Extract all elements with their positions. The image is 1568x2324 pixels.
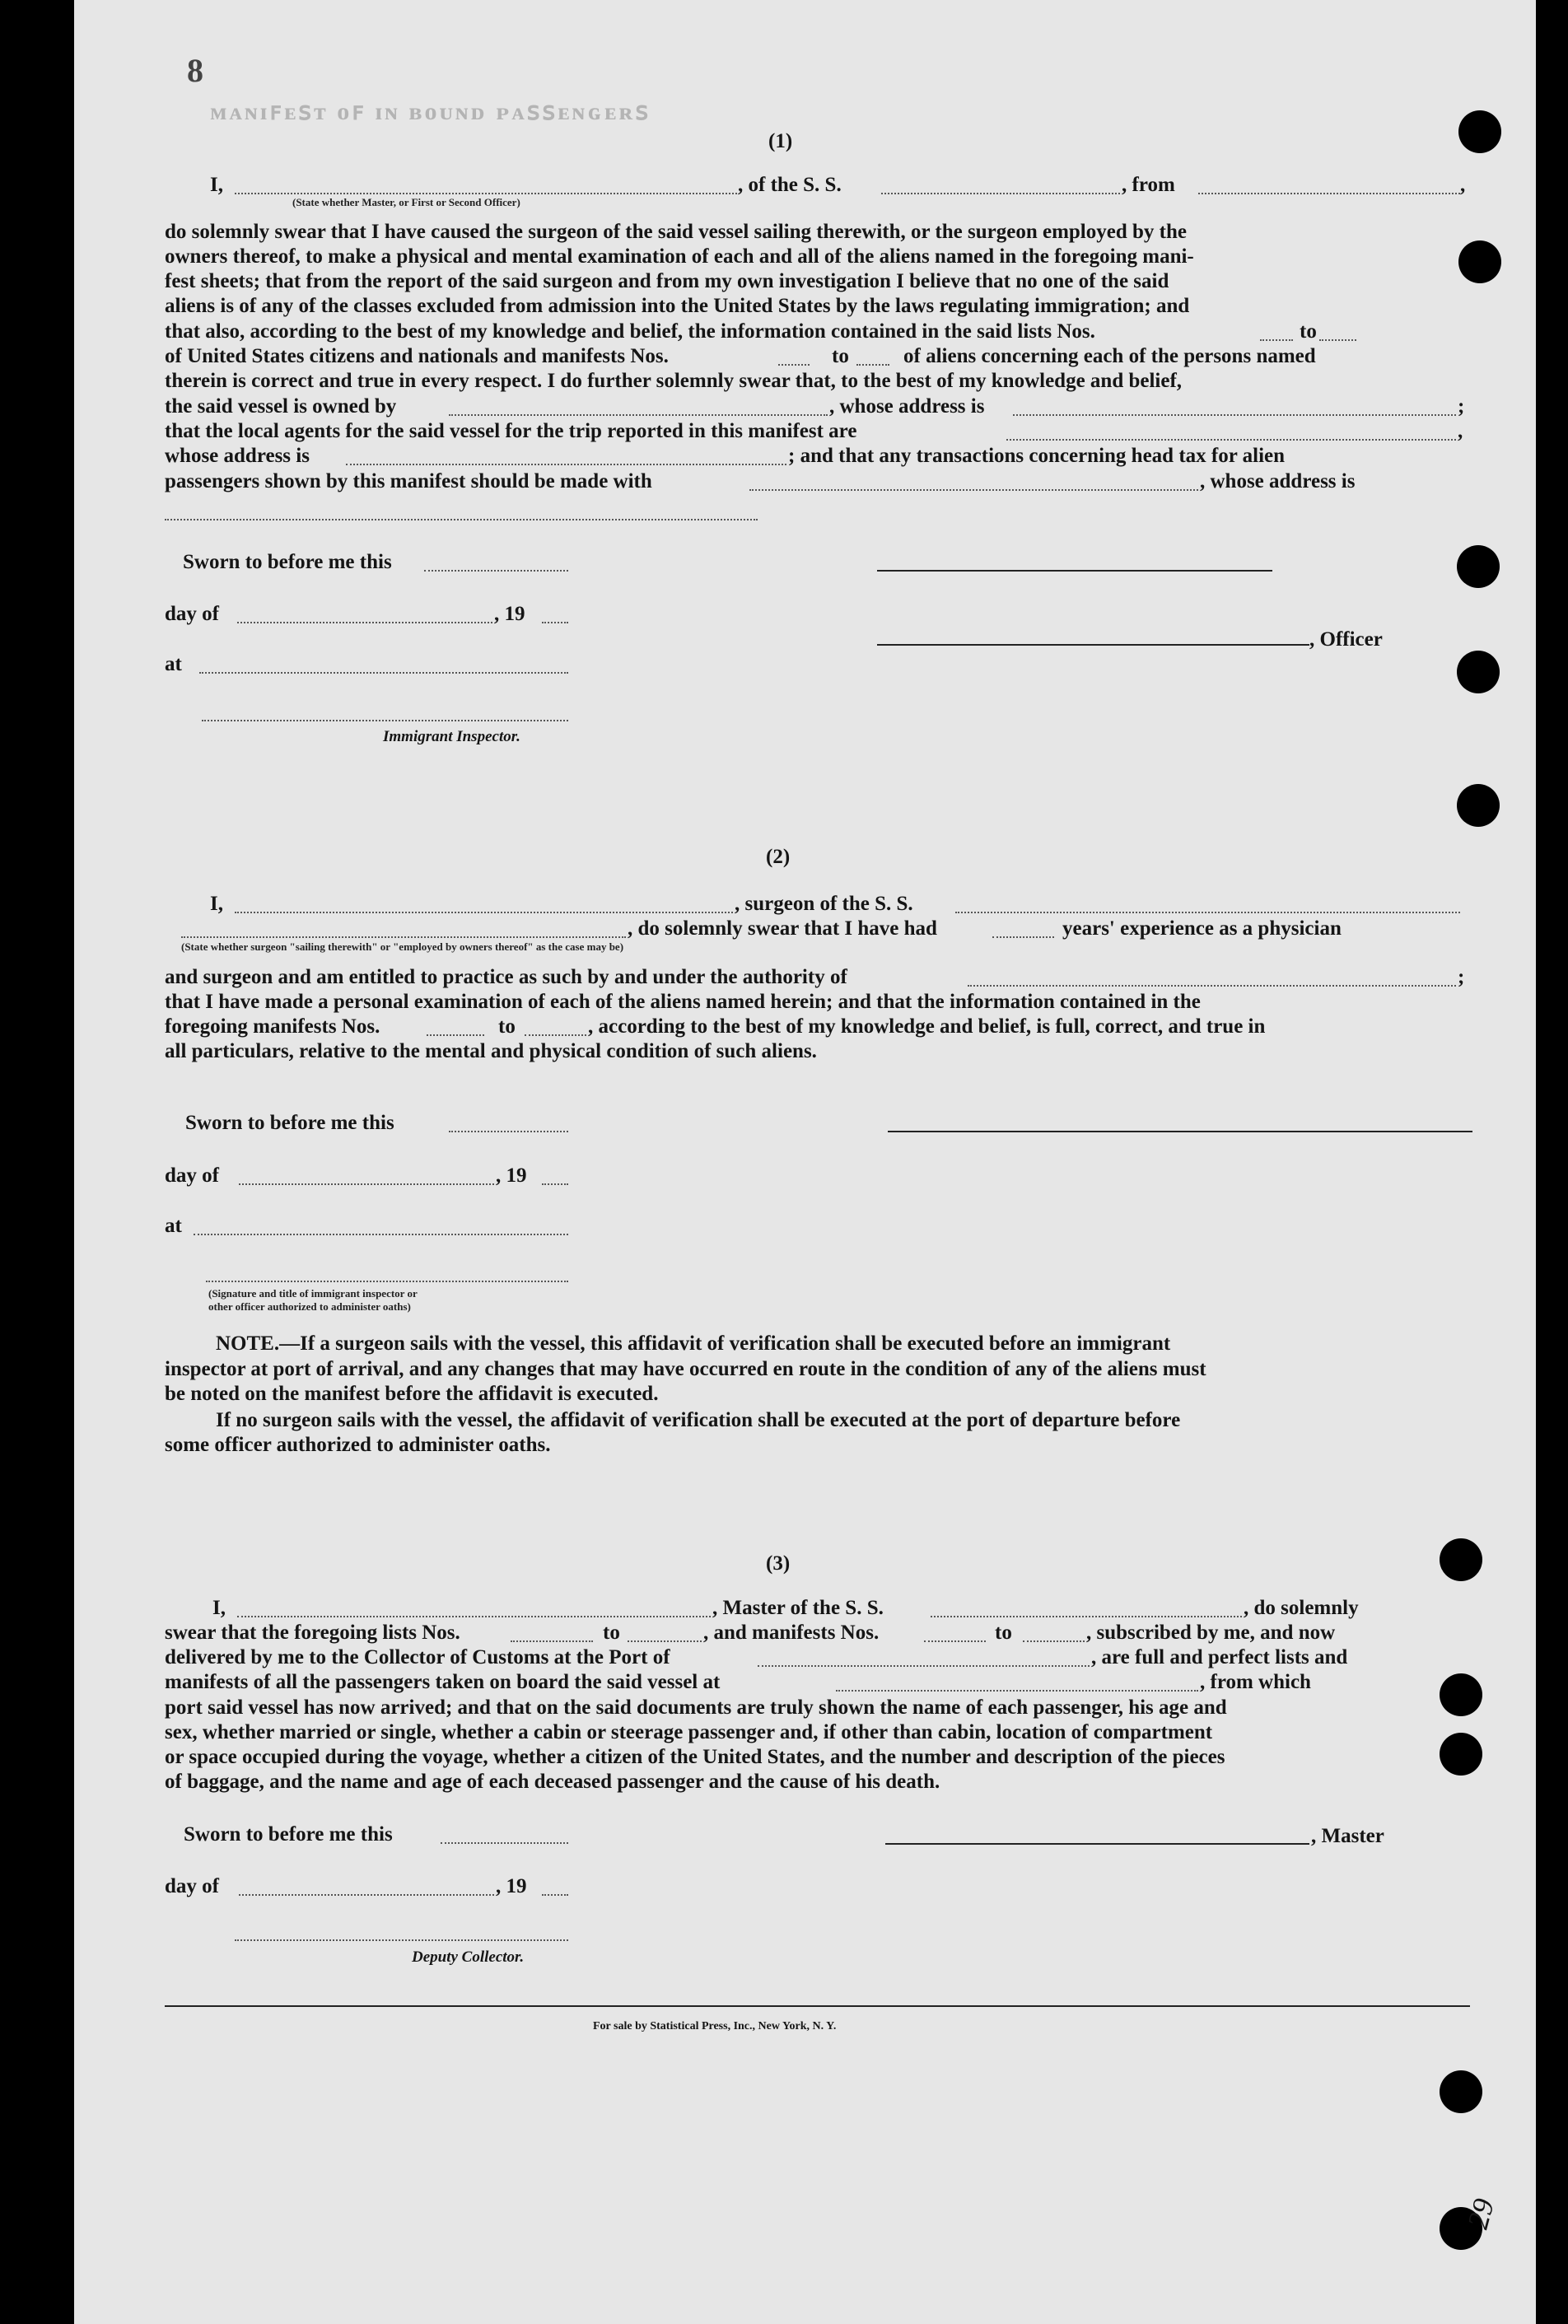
footer-rule: [165, 2005, 1470, 2007]
sec2-vessel-field[interactable]: [955, 912, 1460, 913]
page-mark: 29: [1461, 2195, 1500, 2233]
sec2-line-1-end: ;: [1458, 966, 1465, 988]
sec1-of-ss: , of the S. S.: [738, 174, 842, 196]
sec3-vessel-field[interactable]: [931, 1616, 1242, 1617]
sec3-i: I,: [212, 1597, 226, 1619]
sec2-i: I,: [210, 893, 223, 915]
sec1-of-aliens: of aliens concerning each of the persons named: [903, 345, 1316, 367]
sec2-inspector-line[interactable]: [206, 1281, 568, 1282]
note-line-4: If no surgeon sails with the vessel, the affidavit of verification shall be executed at the port of departure before: [216, 1409, 1181, 1431]
inspector-signature-line[interactable]: [202, 720, 568, 721]
sec3-nineteen: , 19: [496, 1875, 527, 1897]
sec1-line-3: fest sheets; that from the report of the said surgeon and from my own investigation I believe that no one of the said: [165, 270, 1169, 292]
sec1-day-field[interactable]: [237, 622, 492, 623]
sec2-signature-line[interactable]: [888, 1131, 1472, 1132]
sec3-list-to-field[interactable]: [628, 1640, 702, 1642]
manifest-page: [74, 0, 1536, 2324]
corner-number: 8: [187, 52, 203, 89]
sec1-sworn-field[interactable]: [424, 570, 568, 572]
sec3-line-4: port said vessel has now arrived; and that on the said documents are truly shown the name of each passenger, his age and: [165, 1696, 1227, 1719]
officer-signature-line[interactable]: [877, 644, 1309, 646]
sec2-line-3b: , according to the best of my knowledge and belief, is full, correct, and true in: [588, 1015, 1266, 1038]
authority-field[interactable]: [968, 985, 1456, 987]
sec1-to-2: to: [832, 345, 849, 367]
sec3-sworn-field[interactable]: [441, 1842, 568, 1844]
sec3-manifest-to-field[interactable]: [1023, 1640, 1085, 1642]
sec1-line-1: do solemnly swear that I have caused the surgeon of the said vessel sailing therewith, or the surgeon employed by the: [165, 221, 1187, 243]
vessel-name-field[interactable]: [881, 193, 1120, 194]
master-name-field[interactable]: [237, 1616, 711, 1617]
sec2-day-of: day of: [165, 1164, 219, 1187]
sec1-nineteen: , 19: [494, 603, 525, 625]
punch-hole: [1440, 1733, 1482, 1776]
sec3-day-of: day of: [165, 1875, 219, 1897]
sec1-caption: (State whether Master, or First or Second Officer): [292, 196, 520, 208]
note-line-3: be noted on the manifest before the affidavit is executed.: [165, 1383, 659, 1405]
local-agents-field[interactable]: [1006, 439, 1456, 441]
sec1-whose-address: , whose address is: [829, 395, 985, 418]
sec2-at: at: [165, 1215, 182, 1237]
owner-address-field[interactable]: [1013, 414, 1456, 416]
sec1-line-8: the said vessel is owned by: [165, 395, 397, 418]
sec1-day-of: day of: [165, 603, 219, 625]
sec2-manifest-from-field[interactable]: [427, 1034, 484, 1036]
punch-hole: [1457, 784, 1500, 827]
sec1-at-field[interactable]: [199, 672, 568, 674]
sec3-line-2a: delivered by me to the Collector of Customs at the Port of: [165, 1646, 670, 1668]
note-line-5: some officer authorized to administer oaths.: [165, 1434, 551, 1456]
sec1-year-field[interactable]: [542, 622, 568, 623]
sec2-manifest-to-field[interactable]: [525, 1034, 586, 1036]
sec2-line-2: that I have made a personal examination of each of the aliens named herein; and that the information contained in the: [165, 991, 1201, 1013]
sec3-line-1b: , and manifests Nos.: [703, 1622, 880, 1644]
punch-hole: [1457, 545, 1500, 588]
sec3-master: , Master: [1311, 1825, 1384, 1847]
sec2-day-field[interactable]: [239, 1183, 494, 1185]
punch-hole: [1457, 651, 1500, 693]
sec1-comma-2: ,: [1458, 420, 1463, 442]
manifest-no-from-field[interactable]: [778, 364, 810, 366]
sec3-line-1c: , subscribed by me, and now: [1086, 1622, 1336, 1644]
sec2-surgeon-of: , surgeon of the S. S.: [735, 893, 913, 915]
section-3-number: (3): [766, 1552, 791, 1575]
footer-text: For sale by Statistical Press, Inc., New York, N. Y.: [593, 2020, 837, 2032]
sec1-line-6: of United States citizens and nationals and manifests Nos.: [165, 345, 669, 367]
head-tax-party-field[interactable]: [749, 489, 1198, 491]
sec2-caption: (State whether surgeon "sailing therewith" or "employed by owners thereof" as the case may be): [181, 940, 624, 953]
sec2-sig-caption-2: other officer authorized to administer oaths): [208, 1300, 411, 1313]
owner-field[interactable]: [449, 414, 828, 416]
sec3-line-7: of baggage, and the name and age of each deceased passenger and the cause of his death.: [165, 1771, 940, 1793]
sec2-line-4: all particulars, relative to the mental and physical condition of such aliens.: [165, 1040, 817, 1062]
sec1-line-5: that also, according to the best of my knowledge and belief, the information contained in the said lists Nos.: [165, 320, 1095, 343]
sec1-officer: , Officer: [1309, 628, 1383, 651]
punch-hole: [1458, 110, 1501, 153]
list-no-from-field[interactable]: [1260, 339, 1293, 341]
sec3-year-field[interactable]: [542, 1894, 568, 1896]
sec3-line-1-to: to: [603, 1622, 620, 1644]
sec1-line-9: that the local agents for the said vessel for the trip reported in this manifest are: [165, 420, 857, 442]
collector-port-field[interactable]: [758, 1665, 1090, 1667]
sec2-sig-caption-1: (Signature and title of immigrant inspector or: [208, 1287, 418, 1300]
sec2-at-field[interactable]: [194, 1234, 568, 1235]
agents-address-field[interactable]: [346, 464, 786, 465]
sec1-head-tax: ; and that any transactions concerning head tax for alien: [788, 445, 1286, 467]
sec3-deputy-label: Deputy Collector.: [412, 1948, 525, 1966]
sec1-line-2: owners thereof, to make a physical and mental examination of each and all of the aliens named in the foregoing mani-: [165, 245, 1194, 268]
sec1-inspector-label: Immigrant Inspector.: [383, 728, 520, 745]
sec3-solemnly: , do solemnly: [1244, 1597, 1359, 1619]
officer-name-field[interactable]: [235, 193, 737, 194]
sec1-from: , from: [1122, 174, 1175, 196]
sec3-line-2b: , are full and perfect lists and: [1091, 1646, 1348, 1668]
sec3-sworn: Sworn to before me this: [184, 1823, 393, 1846]
sec1-at: at: [165, 653, 182, 675]
sec3-line-3a: manifests of all the passengers taken on board the said vessel at: [165, 1671, 721, 1693]
sec2-line-3-to: to: [498, 1015, 516, 1038]
section-1-number: (1): [768, 130, 793, 152]
sec1-semicolon: ;: [1458, 395, 1465, 418]
sec1-trailing-comma: ,: [1460, 174, 1466, 196]
sec1-line-7: therein is correct and true in every respect. I do further solemnly swear that, to the best of my knowledge and belief,: [165, 370, 1183, 392]
punch-hole: [1440, 1538, 1482, 1581]
note-line-1: NOTE.—If a surgeon sails with the vessel, this affidavit of verification shall be executed before an immigrant: [216, 1332, 1171, 1355]
sec2-nineteen: , 19: [496, 1164, 527, 1187]
sec1-whose-address-is: , whose address is: [1200, 470, 1356, 492]
sec1-i: I,: [210, 174, 223, 196]
sec1-sworn: Sworn to before me this: [183, 551, 392, 573]
manifest-no-to-field[interactable]: [856, 364, 889, 366]
sec3-master-of: , Master of the S. S.: [712, 1597, 884, 1619]
sec3-manifest-from-field[interactable]: [924, 1640, 986, 1642]
note-line-2: inspector at port of arrival, and any changes that may have occurred en route in the condition of any of the aliens must: [165, 1358, 1206, 1380]
head-tax-address-field[interactable]: [165, 519, 758, 520]
sec2-line-1: and surgeon and am entitled to practice as such by and under the authority of: [165, 966, 847, 988]
sec3-line-6: or space occupied during the voyage, whether a citizen of the United States, and the number and description of the pieces: [165, 1746, 1225, 1768]
sec2-line-3a: foregoing manifests Nos.: [165, 1015, 380, 1038]
sec1-line-11: passengers shown by this manifest should be made with: [165, 470, 652, 492]
bleed-through-text: ᴍᴀɴɪꜰᴇꜱᴛ ᴏꜰ ɪɴ ʙᴏᴜɴᴅ ᴘᴀꜱꜱᴇɴɢᴇʀꜱ: [210, 98, 651, 125]
sec3-line-5: sex, whether married or single, whether a cabin or steerage passenger and, if other than cabin, location of compartment: [165, 1721, 1213, 1743]
sec1-to: to: [1300, 320, 1317, 343]
years-experience-field[interactable]: [992, 936, 1054, 938]
sec1-line-10: whose address is: [165, 445, 310, 467]
sec3-line-1a: swear that the foregoing lists Nos.: [165, 1622, 460, 1644]
port-from-field[interactable]: [1198, 193, 1460, 194]
sec3-day-field[interactable]: [239, 1894, 494, 1896]
surgeon-name-field[interactable]: [235, 912, 733, 913]
sec3-line-3b: , from which: [1200, 1671, 1311, 1693]
punch-hole: [1440, 1673, 1482, 1716]
list-no-to-field[interactable]: [1319, 339, 1356, 341]
section-2-number: (2): [766, 846, 791, 868]
deputy-signature-line[interactable]: [235, 1939, 568, 1941]
punch-hole: [1458, 240, 1501, 283]
punch-hole: [1440, 2070, 1482, 2113]
sec2-sworn-field[interactable]: [449, 1131, 568, 1132]
sec3-line-1-to-2: to: [995, 1622, 1012, 1644]
sec3-list-from-field[interactable]: [511, 1640, 593, 1642]
sec2-swear: , do solemnly swear that I have had: [628, 917, 937, 940]
sec2-year-field[interactable]: [542, 1183, 568, 1185]
sec1-line-4: aliens is of any of the classes excluded from admission into the United States by the laws regulating immigration; and: [165, 295, 1190, 317]
surgeon-status-field[interactable]: [181, 936, 626, 938]
boarding-port-field[interactable]: [836, 1690, 1198, 1692]
sec2-sworn: Sworn to before me this: [185, 1112, 394, 1134]
master-signature-line[interactable]: [885, 1843, 1309, 1845]
sec1-signature-line[interactable]: [877, 570, 1272, 572]
sec2-years: years' experience as a physician: [1062, 917, 1342, 940]
